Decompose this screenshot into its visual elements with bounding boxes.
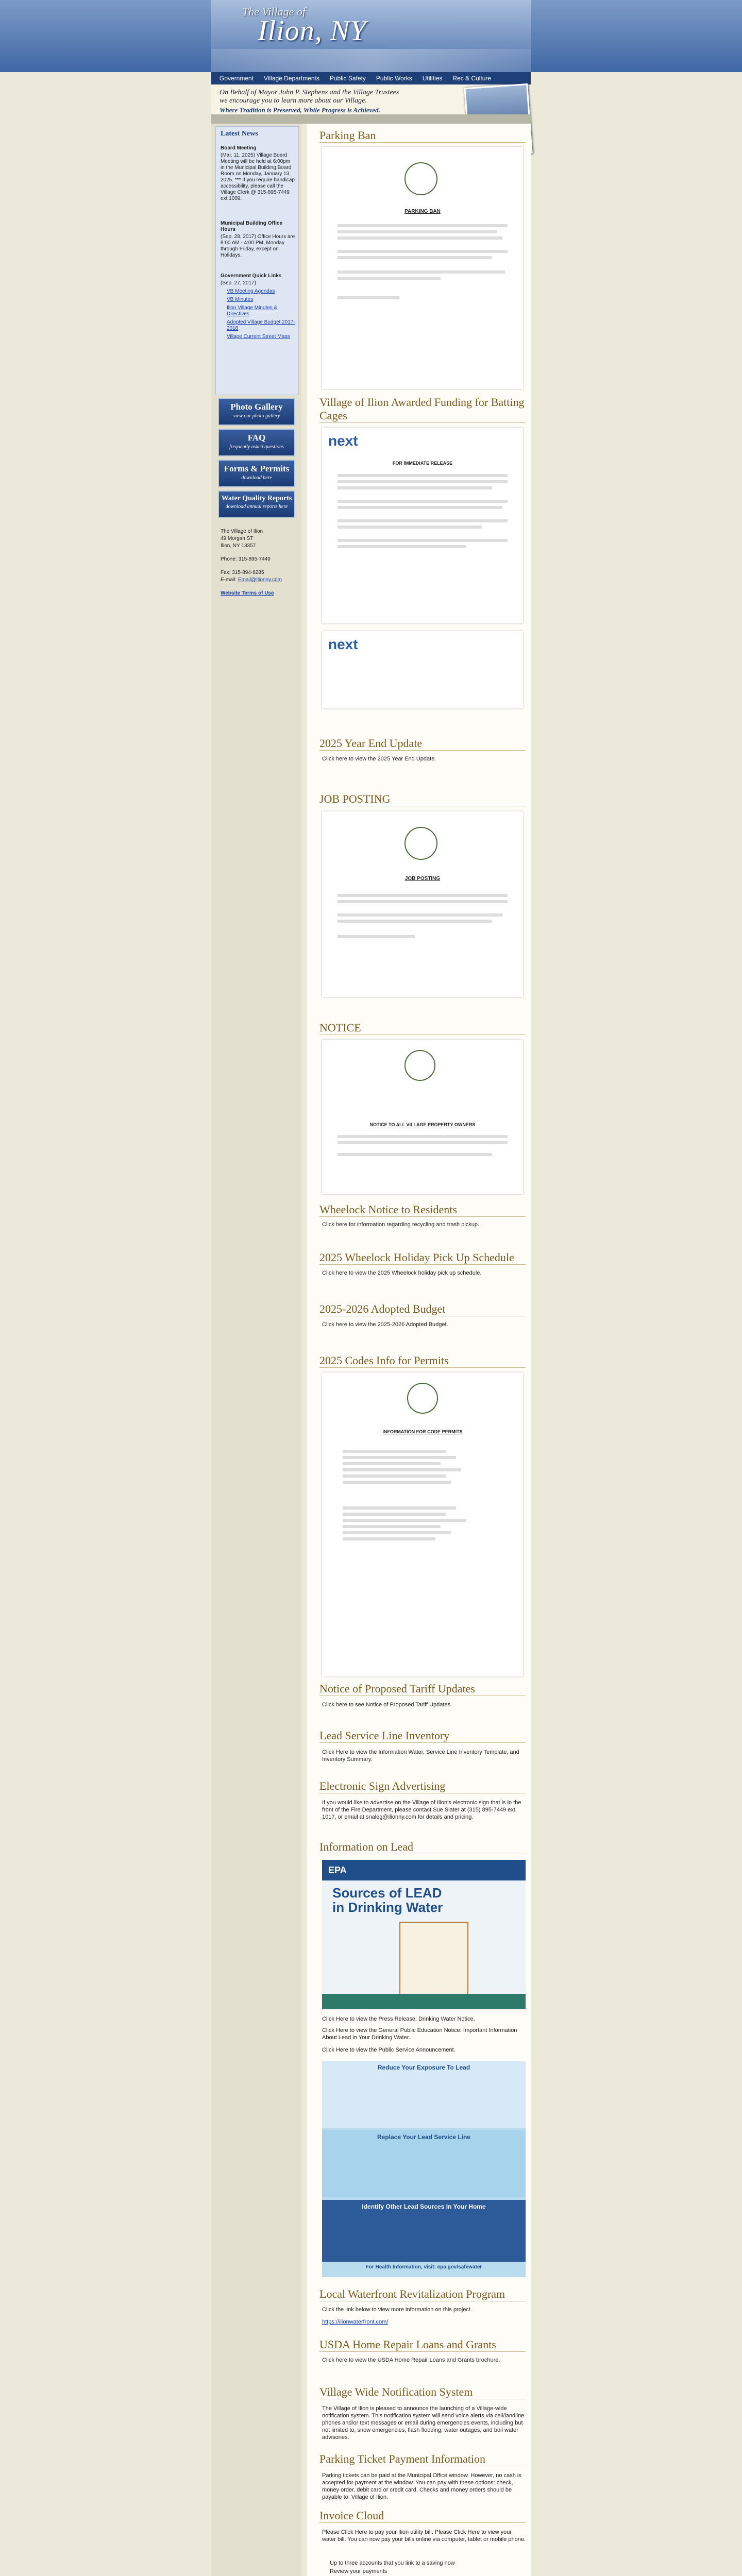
section-title-waterfront: Local Waterfront Revitalization Program [319,2287,526,2301]
notice-doc-title: NOTICE TO ALL VILLAGE PROPERTY OWNERS [369,1122,476,1127]
board-meeting-text: (Mar. 11, 2025) Village Board Meeting will be held at 6:00pm in the Municipal Building Board Room on Monday, January 13, 2025. *** If you require handicap accessibility, please call the Village Clerk @ 315-895-7449 ext 1009. [221,152,295,201]
photo-gallery-sub: view our photo gallery [233,413,280,419]
section-title-year-end: 2025 Year End Update [319,737,526,751]
section-title-codes-info: 2025 Codes Info for Permits [319,1354,526,1368]
water-quality-sub: download annual reports here [225,504,288,510]
fax: Fax: 315-894-8285 [221,570,264,575]
section-title-parking-ticket: Parking Ticket Payment Information [319,2452,526,2466]
email-label: E-mail: [221,577,237,583]
village-seal-icon [404,162,437,195]
latest-news-title: Latest News [221,130,258,138]
lead-press-release-link[interactable]: Click Here to view the Press Release: Drinking Water Notice. [322,2016,475,2022]
main-nav [211,72,531,84]
lead-service-link[interactable]: Click Here to view the Information Water, Service Line Inventory Template, and Inventory Summary. [322,1749,519,1762]
poster-section-1: Reduce Your Exposure To Lead [377,2064,470,2071]
epa-lead-infographic [322,1860,526,2009]
next-logo: next [328,433,358,449]
batting-cages-document-2 [322,631,523,708]
codes-doc-title: INFORMATION FOR CODE PERMITS [382,1429,463,1434]
batting-cages-document [322,428,523,623]
photo-gallery-label: Photo Gallery [230,402,283,412]
year-end-link[interactable]: Click here to view the 2025 Year End Update. [322,756,436,762]
next-logo-2: next [328,636,358,652]
parking-ban-doc-title: PARKING BAN [404,209,441,214]
water-quality-button[interactable] [218,490,295,518]
faq-label: FAQ [247,433,266,443]
waterfront-text: Click the link below to view more information on this project. [322,2307,473,2313]
section-title-tariff: Notice of Proposed Tariff Updates [319,1682,526,1696]
section-title-notification: Village Wide Notification System [319,2385,526,2399]
forms-permits-button[interactable] [218,460,295,487]
wheelock-holiday-link[interactable]: Click here to view the 2025 Wheelock holiday pick up schedule. [322,1270,482,1276]
notice-document [322,1040,523,1194]
job-doc-title: JOB POSTING [404,876,441,882]
forms-permits-sub: download here [241,475,272,481]
section-title-wheelock-holiday: 2025 Wheelock Holiday Pick Up Schedule [319,1251,526,1265]
epa-heading: Sources of LEAD in Drinking Water [332,1885,443,1915]
faq-sub: frequently asked questions [229,444,284,450]
usda-link[interactable]: Click here to view the USDA Home Repair Loans and Grants brochure. [322,2357,500,2363]
quick-links-title: Government Quick Links [221,273,282,279]
section-title-invoice-cloud: Invoice Cloud [319,2509,526,2523]
lead-public-notice-link[interactable]: Click Here to view the General Public Education Notice: Important Information About Lead in Your Drinking Water. [322,2027,517,2041]
address-line-2: 49 Morgan ST [221,536,254,541]
section-title-job-posting: JOB POSTING [319,792,526,806]
brand-small: The Village of [242,5,306,18]
job-posting-document [322,811,523,997]
banner-line-2: we encourage you to learn more about our Village. [220,97,367,105]
notification-text: The Village of Ilion is pleased to announce the launching of a Village-wide notification system. This notification system will send voice alerts via cell/landline phones and/or text messages or email during emergencies events, including but not limited to, snow emergencies, flash flooding, water outages, and boil water advisories. [322,2405,525,2441]
nav-public-works[interactable]: Public Works [376,75,412,82]
section-title-lead-service: Lead Service Line Inventory [319,1729,526,1743]
header-divider [211,114,531,124]
parking-ticket-text: Parking tickets can be paid at the Municipal Office window. However, no cash is accepted for payment at the window. You can pay with these options: check, money order, debit card or credit card. Checks and money orders should be payable to: Village of Ilion. [322,2472,521,2500]
poster-footer: For Health Information, visit: epa.gov/safewater [365,2264,482,2270]
lead-reduction-poster [322,2061,526,2277]
quick-link-street-maps[interactable]: Village Current Street Maps [227,334,290,340]
banner-line-1: On Behalf of Mayor John P. Stephens and the Village Trustees [220,89,399,96]
quick-link-directives[interactable]: Ilion Village Minutes & Directives [227,305,278,317]
ground-illustration [322,1994,526,2009]
parking-ban-document [322,147,523,389]
nav-utilities[interactable]: Utilities [422,75,443,82]
board-meeting-title: Board Meeting [221,145,257,151]
section-title-notice: NOTICE [319,1021,526,1035]
poster-section-2: Replace Your Lead Service Line [377,2133,470,2141]
water-quality-label: Water Quality Reports [221,495,292,502]
forms-permits-label: Forms & Permits [224,464,290,473]
email-link[interactable]: Email@Ilionny.com [238,577,282,583]
section-title-lead-info: Information on Lead [319,1840,526,1854]
village-seal-icon-2 [404,827,437,860]
nav-public-safety[interactable]: Public Safety [329,75,366,82]
office-hours-title: Municipal Building Office Hours [221,221,282,232]
section-title-parking-ban: Parking Ban [319,129,526,143]
epa-logo: EPA [328,1865,347,1875]
village-seal-icon-3 [404,1050,435,1081]
section-title-batting-cages: Village of Ilion Awarded Funding for Batting Cages [319,396,526,423]
invoice-cloud-text: Please Click Here to pay your Ilion utility bill. Please Click Here to view your water bill. You can now pay your bills online via computer, tablet or mobile phone. [322,2529,526,2543]
nav-rec-culture[interactable]: Rec & Culture [452,75,492,82]
office-hours-text: (Sep. 28, 2017) Office Hours are 8:00 AM - 4:00 PM, Monday through Friday, except on Holidays. [221,234,295,258]
phone: Phone: 315-895-7449 [221,556,271,562]
adopted-budget-link[interactable]: Click here to view the 2025-2026 Adopted Budget. [322,1321,448,1328]
poster-section-3: Identify Other Lead Sources In Your Home [362,2203,486,2210]
nav-government[interactable]: Government [220,75,254,82]
waterfront-link[interactable]: https://ilionwaterfront.com/ [322,2319,389,2325]
village-seal-icon-4 [407,1383,438,1414]
quick-link-minutes[interactable]: VB Minutes [227,297,254,302]
nav-village-departments[interactable]: Village Departments [264,75,319,82]
section-title-wheelock-notice: Wheelock Notice to Residents [319,1203,526,1217]
address-line-1: The Village of Ilion [221,529,263,534]
electronic-sign-text: If you would like to advertise on the Village of Ilion's electronic sign that is in the front of the Fire Department, please contact Sue Slater at (315) 895-7449 ext. 1017, or email at snaleg@ilionny.com for details and pricing. [322,1800,521,1820]
site-logo-title[interactable]: Ilion, NY [258,15,367,47]
quick-links-date: (Sep. 27, 2017) [221,280,256,286]
photo-gallery-button[interactable] [218,398,295,426]
house-illustration [399,1922,468,1996]
section-title-usda: USDA Home Repair Loans and Grants [319,2338,526,2352]
batting-doc-title: FOR IMMEDIATE RELEASE [392,461,453,466]
lead-psa-link[interactable]: Click Here to view the Public Service Announcement. [322,2047,456,2053]
banner-motto: Where Tradition is Preserved, While Progress is Achieved. [220,106,380,114]
wheelock-notice-link[interactable]: Click here for information regarding recycling and trash pickup. [322,1222,480,1228]
section-title-adopted-budget: 2025-2026 Adopted Budget [319,1302,526,1316]
header-cloud [211,49,531,72]
address-line-3: Ilion, NY 13357 [221,543,256,549]
terms-of-use-link[interactable]: Website Terms of Use [221,590,274,596]
codes-document [322,1372,523,1676]
quick-link-budget[interactable]: Adopted Village Budget 2017-2018 [227,319,295,331]
section-title-electronic-sign: Electronic Sign Advertising [319,1780,526,1793]
invoice-bullet-1: Up to three accounts that you link to a saving now [330,2560,455,2566]
faq-button[interactable] [218,429,295,456]
quick-link-agendas[interactable]: VB Meeting Agendas [227,289,275,294]
tariff-link[interactable]: Click here to see Notice of Proposed Tariff Updates. [322,1702,452,1708]
invoice-bullet-2: Review your payments [330,2568,387,2574]
